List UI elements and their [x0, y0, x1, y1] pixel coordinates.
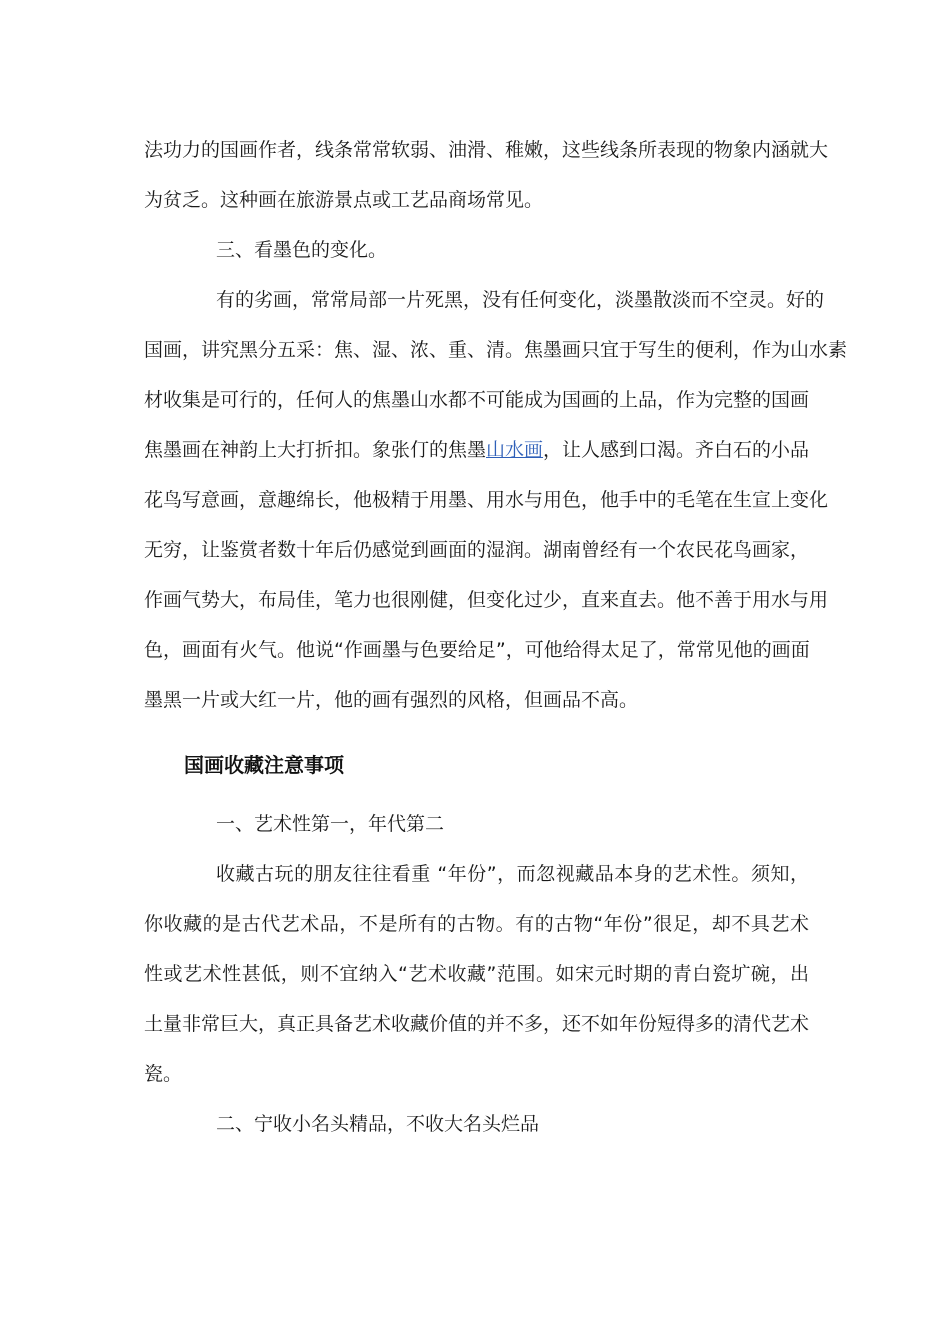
paragraph-line: 材收集是可行的，任何人的焦墨山水都不可能成为国画的上品，作为完整的国画 — [144, 389, 810, 411]
paragraph-line: 色，画面有火气。他说“作画墨与色要给足”，可他给得太足了，常常见他的画面 — [144, 639, 810, 661]
paragraph-line: 土量非常巨大，真正具备艺术收藏价值的并不多，还不如年份短得多的清代艺术 — [144, 1013, 810, 1035]
paragraph-line: 墨黑一片或大红一片，他的画有强烈的风格，但画品不高。 — [144, 689, 639, 711]
paragraph-line: 有的劣画，常常局部一片死黑，没有任何变化，淡墨散淡而不空灵。好的 — [216, 289, 825, 311]
paragraph-line: 为贫乏。这种画在旅游景点或工艺品商场常见。 — [144, 189, 544, 211]
paragraph-line: 花鸟写意画，意趣绵长，他极精于用墨、用水与用色，他手中的毛笔在生宣上变化 — [144, 489, 829, 511]
section-title-collecting-notes: 国画收藏注意事项 — [184, 753, 344, 777]
paragraph-line: 瓷。 — [144, 1063, 183, 1085]
paragraph-line: 作画气势大，布局佳，笔力也很刚健，但变化过少，直来直去。他不善于用水与用 — [144, 589, 829, 611]
paragraph-line: 收藏古玩的朋友往往看重 “年份”，而忽视藏品本身的艺术性。须知， — [216, 863, 809, 885]
paragraph-line-with-link — [144, 437, 809, 463]
section-heading-ink-variation: 三、看墨色的变化。 — [216, 239, 388, 261]
point-heading-artistry-first: 一、艺术性第一，年代第二 — [216, 813, 445, 835]
paragraph-line: 无穷，让鉴赏者数十年后仍感觉到画面的湿润。湖南曾经有一个农民花鸟画家， — [144, 539, 810, 561]
text-before-link: 焦墨画在神韵上大打折扣。象张仃的焦墨 — [144, 439, 487, 461]
paragraph-line: 国画，讲究黑分五采：焦、湿、浓、重、清。焦墨画只宜于写生的便利，作为山水素 — [144, 339, 848, 361]
paragraph-line: 法功力的国画作者，线条常常软弱、油滑、稚嫩，这些线条所表现的物象内涵就大 — [144, 139, 829, 161]
paragraph-line: 性或艺术性甚低，则不宜纳入“艺术收藏”范围。如宋元时期的青白瓷圹碗，出 — [144, 963, 809, 985]
point-heading-small-name-quality: 二、宁收小名头精品，不收大名头烂品 — [216, 1113, 540, 1135]
landscape-painting-link[interactable]: 山水画 — [486, 439, 544, 461]
paragraph-line: 你收藏的是古代艺术品，不是所有的古物。有的古物“年份”很足，却不具艺术 — [144, 913, 809, 935]
text-after-link: ，让人感到口渴。齐白石的小品 — [543, 439, 810, 461]
